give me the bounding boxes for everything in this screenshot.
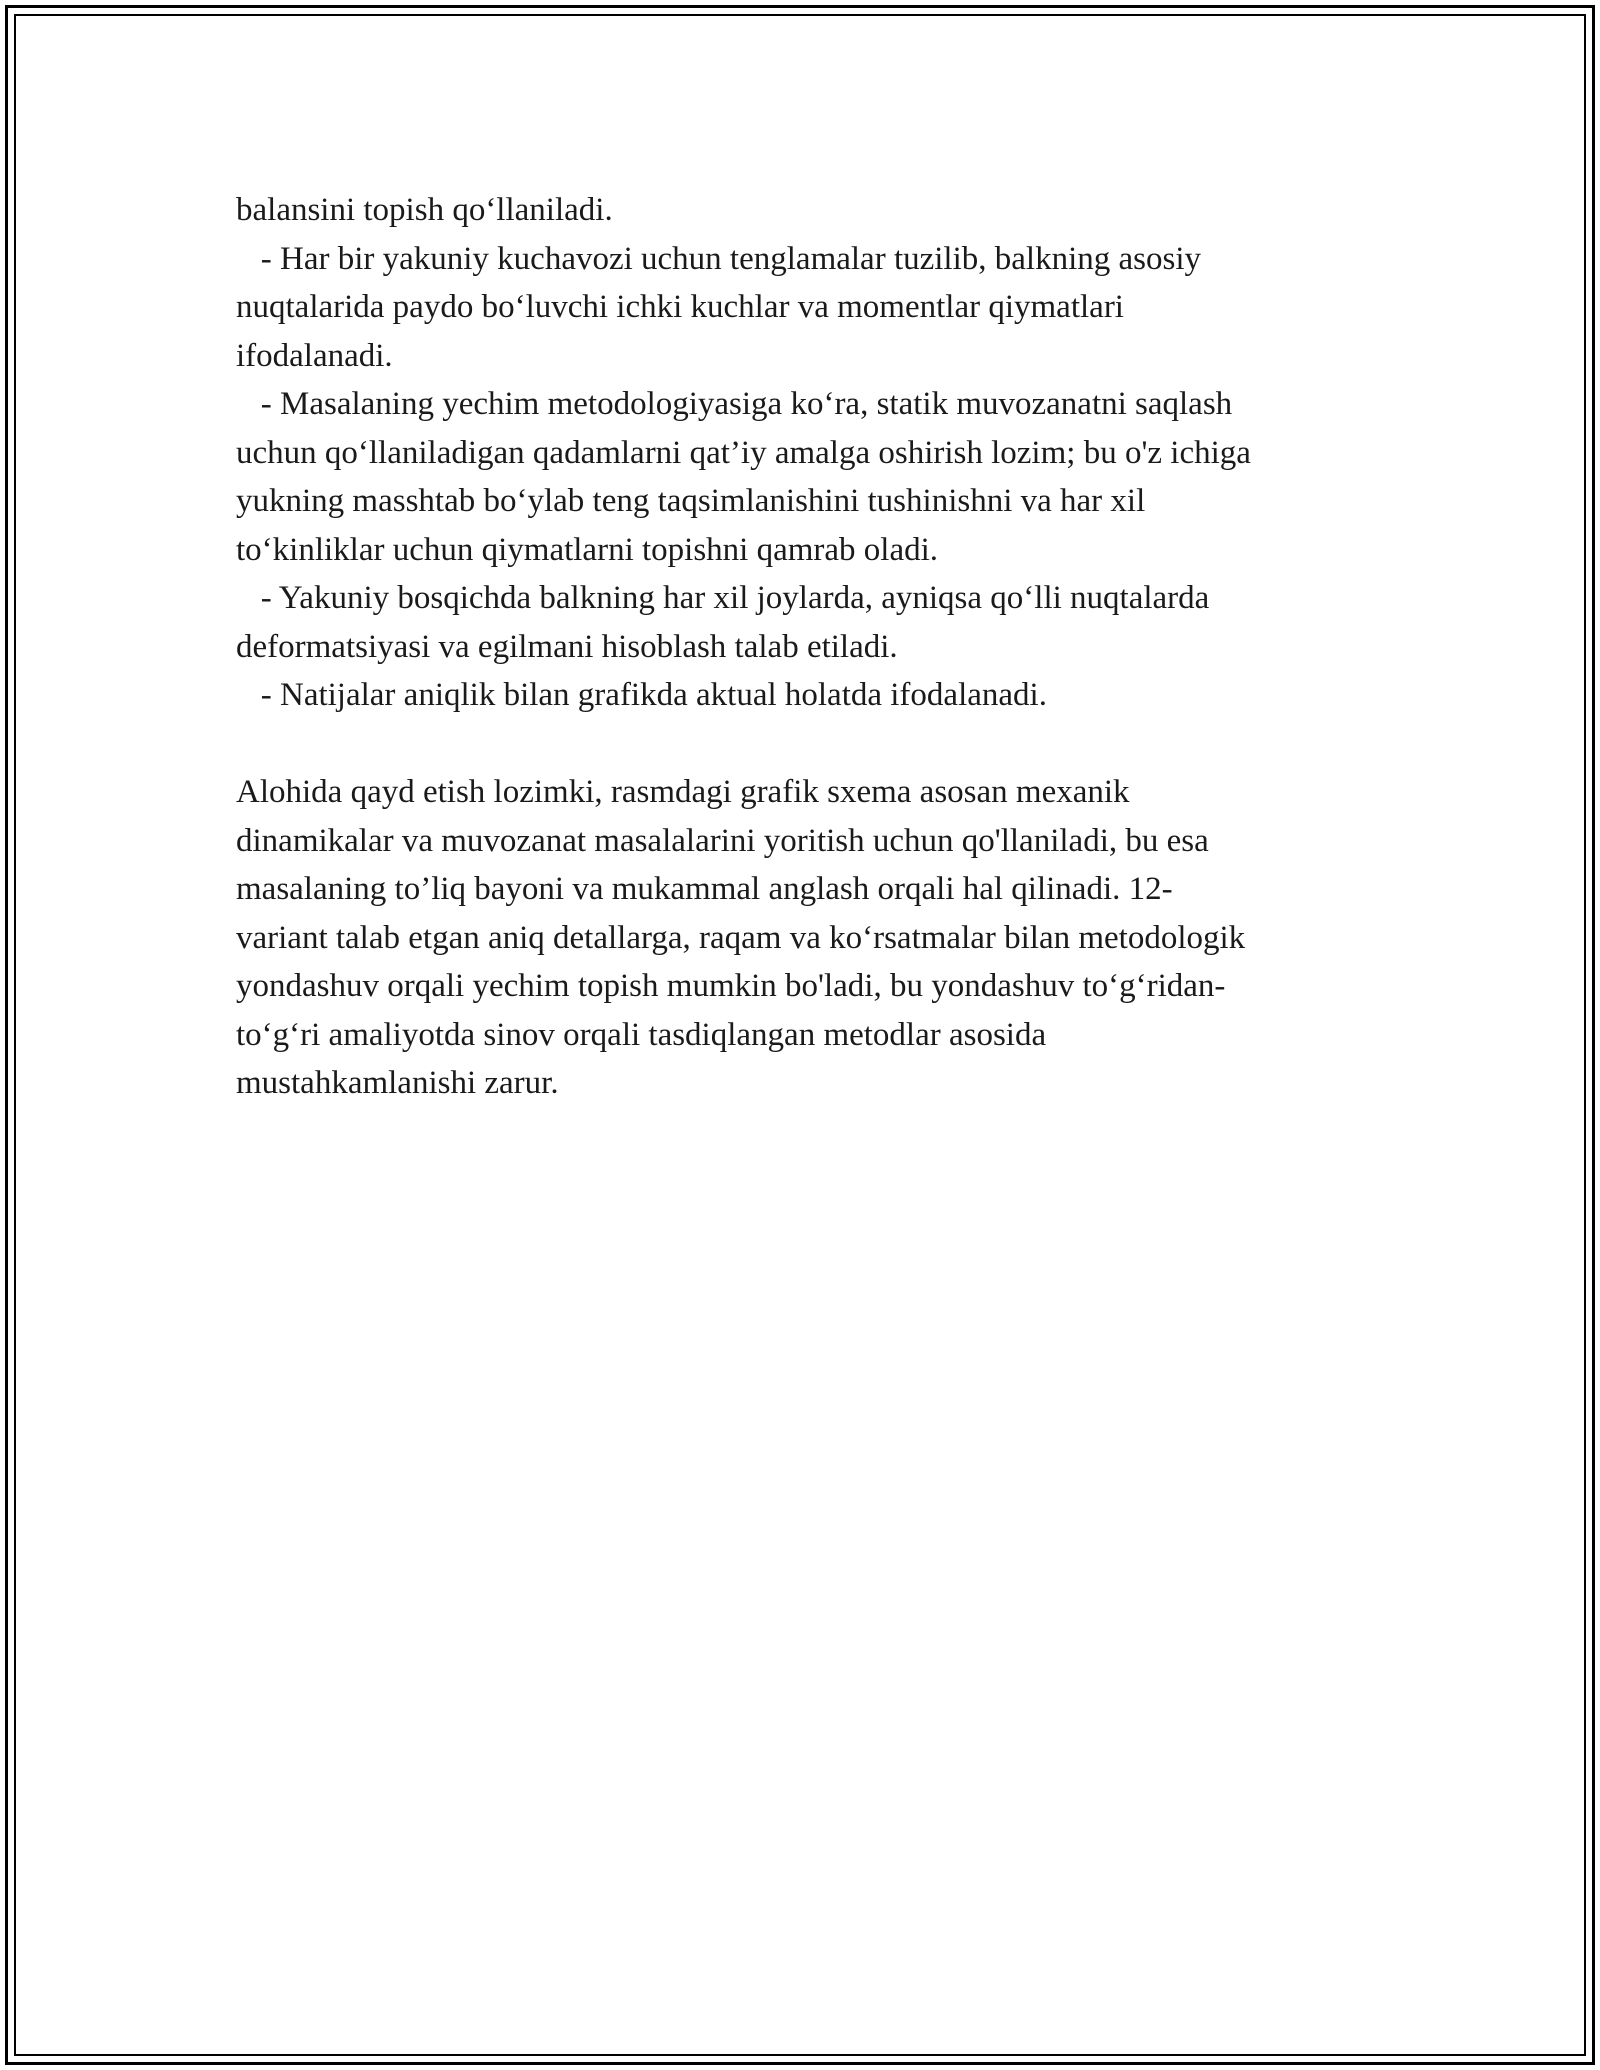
text-line: - Yakuniy bosqichda balkning har xil joylarda, ayniqsa qo‘lli nuqtalarda bbox=[236, 580, 1210, 616]
text-line: masalaning to’liq bayoni va mukammal anglash orqali hal qilinadi. 12- bbox=[236, 871, 1173, 907]
text-line: uchun qo‘llaniladigan qadamlarni qat’iy amalga oshirish lozim; bu o'z ichiga bbox=[236, 434, 1251, 471]
text-line: balansini topish qo‘llaniladi. bbox=[236, 192, 613, 228]
text-line: yukning masshtab bo‘ylab teng taqsimlanishini tushinishni va har xil bbox=[236, 483, 1146, 519]
text-line: - Masalaning yechim metodologiyasiga ko‘ra, statik muvozanatni saqlash bbox=[236, 386, 1233, 422]
text-line: to‘g‘ri amaliyotda sinov orqali tasdiqlangan metodlar asosida bbox=[236, 1016, 1047, 1053]
text-line: nuqtalarida paydo bo‘luvchi ichki kuchlar va momentlar qiymatlari bbox=[236, 289, 1124, 325]
text-line: deformatsiyasi va egilmani hisoblash talab etiladi. bbox=[236, 628, 898, 665]
text-line: yondashuv orqali yechim topish mumkin bo'ladi, bu yondashuv to‘g‘ridan- bbox=[236, 968, 1226, 1004]
document-body bbox=[236, 186, 1386, 1108]
text-line: to‘kinliklar uchun qiymatlarni topishni qamrab oladi. bbox=[236, 531, 939, 568]
text-line: ifodalanadi. bbox=[236, 337, 393, 374]
paragraph-gap bbox=[236, 720, 1386, 769]
text-line: - Natijalar aniqlik bilan grafikda aktual holatda ifodalanadi. bbox=[236, 677, 1047, 713]
text-line: mustahkamlanishi zarur. bbox=[236, 1065, 559, 1101]
text-line: Alohida qayd etish lozimki, rasmdagi grafik sxema asosan mexanik bbox=[236, 774, 1130, 810]
text-line: dinamikalar va muvozanat masalalarini yoritish uchun qo'llaniladi, bu esa bbox=[236, 822, 1209, 859]
text-line: variant talab etgan aniq detallarga, raqam va ko‘rsatmalar bilan metodologik bbox=[236, 919, 1246, 956]
text-line: - Har bir yakuniy kuchavozi uchun tenglamalar tuzilib, balkning asosiy bbox=[236, 240, 1201, 277]
